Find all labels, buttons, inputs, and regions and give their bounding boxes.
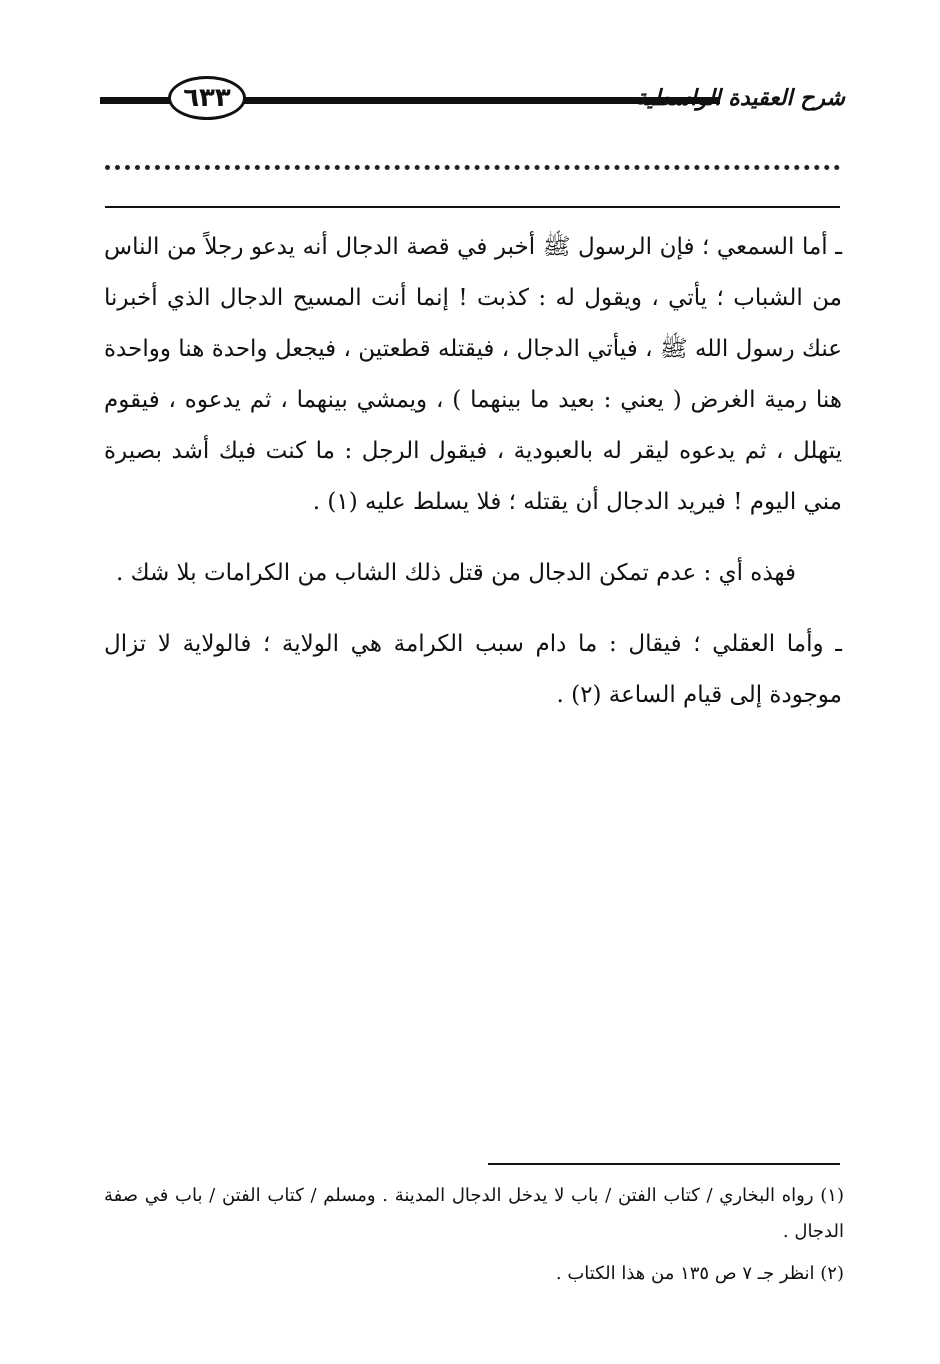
header-rule-left [100,97,172,104]
page-header [100,70,845,130]
footnote-1: (١) رواه البخاري / كتاب الفتن / باب لا يدخل الدجال المدينة . ومسلم / كتاب الفتن / باب في صفة الدجال . [104,1185,844,1242]
header-divider [105,206,840,208]
page-number: ٦٣٣ [168,76,246,120]
dotted-divider [105,165,840,170]
footnotes [104,1178,844,1298]
paragraph-conclusion: فهذه أي : عدم تمكن الدجال من قتل ذلك الشاب من الكرامات بلا شك . [115,560,796,586]
main-text [104,222,842,741]
footnote-divider [488,1163,840,1165]
paragraph-rational-evidence: ـ وأما العقلي ؛ فيقال : ما دام سبب الكرامة هي الولاية ؛ فالولاية لا تزال موجودة إلى قيام الساعة (٢) . [104,631,843,708]
paragraph-scriptural-evidence: ـ أما السمعي ؛ فإن الرسول ﷺ أخبر في قصة الدجال أنه يدعو رجلاً من الناس من الشباب ؛ يأتي ، ويقول له : كذبت ! إنما أنت المسيح الدجال الذي أخبرنا عنك رسول الله ﷺ ، فيأتي الدجال ، فيقتله قطعتين ، فيجعل واحدة هنا وواحدة هنا رمية الغرض ( يعني : بعيد ما بينهما ) ، ويمشي بينهما ، ثم يدعوه ، فيقوم يتهلل ، ثم يدعوه ليقر له بالعبودية ، فيقول الرجل : ما كنت فيك أشد بصيرة مني اليوم ! فيريد الدجال أن يقتله ؛ فلا يسلط عليه (١) . [104,234,842,515]
footnote-2: (٢) انظر جـ ٧ ص ١٣٥ من هذا الكتاب . [555,1263,844,1284]
running-title: شرح العقيدة الواسطية [635,86,845,111]
